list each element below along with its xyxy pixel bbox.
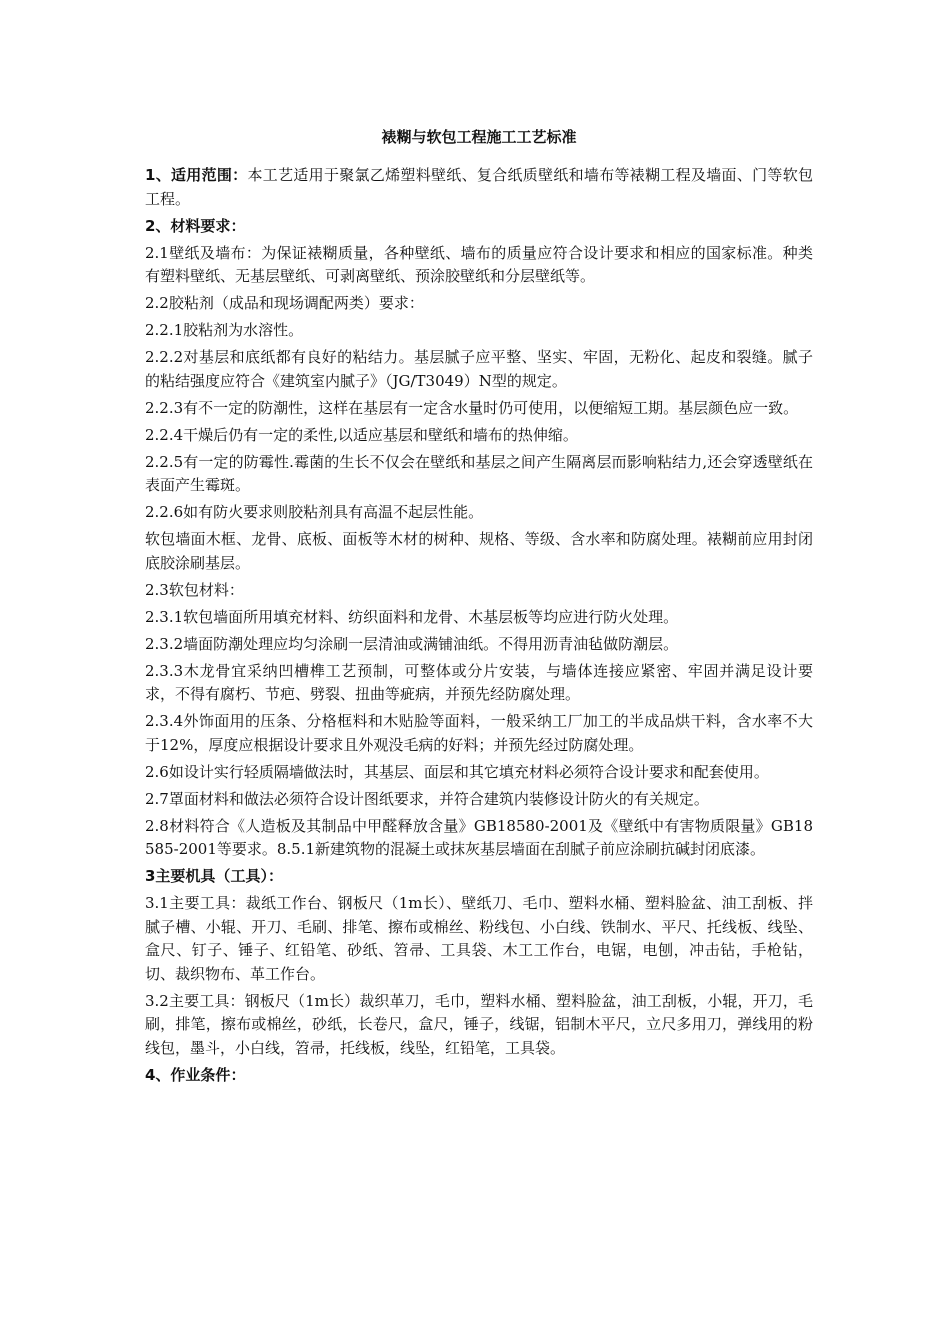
- paragraph: 2.3.1软包墙面所用填充材料、纺织面料和龙骨、木基层板等均应进行防火处理。: [145, 607, 679, 626]
- section-2-heading: 2、材料要求：: [145, 216, 246, 235]
- paragraph: 2.3.3木龙骨宜采纳凹槽榫工艺预制，可整体或分片安装，与墙体连接应紧密、牢固并满足设计要求，不得有腐朽、节疤、劈裂、扭曲等疵病，并预先经防腐处理。: [145, 661, 813, 703]
- paragraph: 2.8材料符合《人造板及其制品中甲醛释放含量》GB18580-2001及《壁纸中有害物质限量》GB18585-2001等要求。8.5.1新建筑物的混凝土或抹灰基层墙面在刮腻子前应涂刷抗碱封闭底漆。: [145, 816, 813, 858]
- paragraph: 2.2.5有一定的防霉性.霉菌的生长不仅会在壁纸和基层之间产生隔离层而影响粘结力,还会穿透壁纸在表面产生霉斑。: [145, 452, 813, 494]
- section-1-heading: 1、适用范围：: [145, 166, 248, 184]
- section-3: [145, 865, 813, 889]
- paragraph: 软包墙面木框、龙骨、底板、面板等木材的树种、规格、等级、含水率和防腐处理。裱糊前应用封闭底胶涂刷基层。: [145, 530, 813, 572]
- section-4-heading: 4、作业条件：: [145, 1065, 246, 1084]
- section-4: [145, 1064, 813, 1088]
- paragraph: 3.2主要工具：钢板尺（1m长）裁织革刀，毛巾，塑料水桶、塑料脸盆，油工刮板，小辊，开刀，毛刷，排笔，擦布或棉丝，砂纸，长卷尺，盒尺，锤子，线锯，铝制木平尺，立尺多用刀，弹线用的粉线包，墨斗，小白线，笤帚，托线板，线坠，红铅笔，工具袋。: [145, 991, 813, 1057]
- section-2: [145, 215, 813, 239]
- paragraph: 2.1壁纸及墙布：为保证裱糊质量，各种壁纸、墙布的质量应符合设计要求和相应的国家标准。种类有塑料壁纸、无基层壁纸、可剥离壁纸、预涂胶壁纸和分层壁纸等。: [145, 243, 813, 285]
- paragraph: 2.2.2对基层和底纸都有良好的粘结力。基层腻子应平整、坚实、牢固，无粉化、起皮和裂缝。腻子的粘结强度应符合《建筑室内腻子》（JG/T3049）N型的规定。: [145, 348, 813, 390]
- paragraph: 2.3.2墙面防潮处理应均匀涂刷一层清油或满铺油纸。不得用沥青油毡做防潮层。: [145, 634, 679, 653]
- section-1-text: 本工艺适用于聚氯乙烯塑料壁纸、复合纸质壁纸和墙布等裱糊工程及墙面、门等软包工程。: [145, 166, 813, 208]
- document-page: [145, 126, 813, 1091]
- paragraph: 2.2.6如有防火要求则胶粘剂具有高温不起层性能。: [145, 503, 484, 521]
- paragraph: 3.1主要工具：裁纸工作台、钢板尺（1m长）、壁纸刀、毛巾、塑料水桶、塑料脸盆、油工刮板、拌腻子槽、小辊、开刀、毛刷、排笔、擦布或棉丝、粉线包、小白线、铁制水、平尺、托线板、线坠、盒尺、钉子、锤子、红铅笔、砂纸、笤帚、工具袋、木工工作台，电锯，电刨，冲击钻，手枪钻，切、裁织物布、革工作台。: [145, 894, 813, 983]
- paragraph: 2.2胶粘剂（成品和现场调配两类）要求：: [145, 294, 424, 312]
- document-title: 裱糊与软包工程施工工艺标准: [381, 128, 577, 146]
- paragraph: 2.3.4外饰面用的压条、分格框料和木贴脸等面料，一般采纳工厂加工的半成品烘干料，含水率不大于12%，厚度应根据设计要求且外观没毛病的好料；并预先经过防腐处理。: [145, 712, 813, 754]
- section-1: [145, 164, 813, 211]
- paragraph: 2.3软包材料：: [145, 580, 244, 599]
- paragraph: 2.6如设计实行轻质隔墙做法时，其基层、面层和其它填充材料必须符合设计要求和配套使用。: [145, 762, 769, 781]
- paragraph: 2.2.1胶粘剂为水溶性。: [145, 321, 304, 339]
- section-3-heading: 3主要机具（工具）：: [145, 867, 283, 885]
- paragraph: 2.2.3有不一定的防潮性，这样在基层有一定含水量时仍可使用，以便缩短工期。基层颜色应一致。: [145, 398, 799, 417]
- paragraph: 2.7罩面材料和做法必须符合设计图纸要求，并符合建筑内装修设计防火的有关规定。: [145, 789, 709, 808]
- paragraph: 2.2.4干燥后仍有一定的柔性,以适应基层和壁纸和墙布的热伸缩。: [145, 425, 578, 444]
